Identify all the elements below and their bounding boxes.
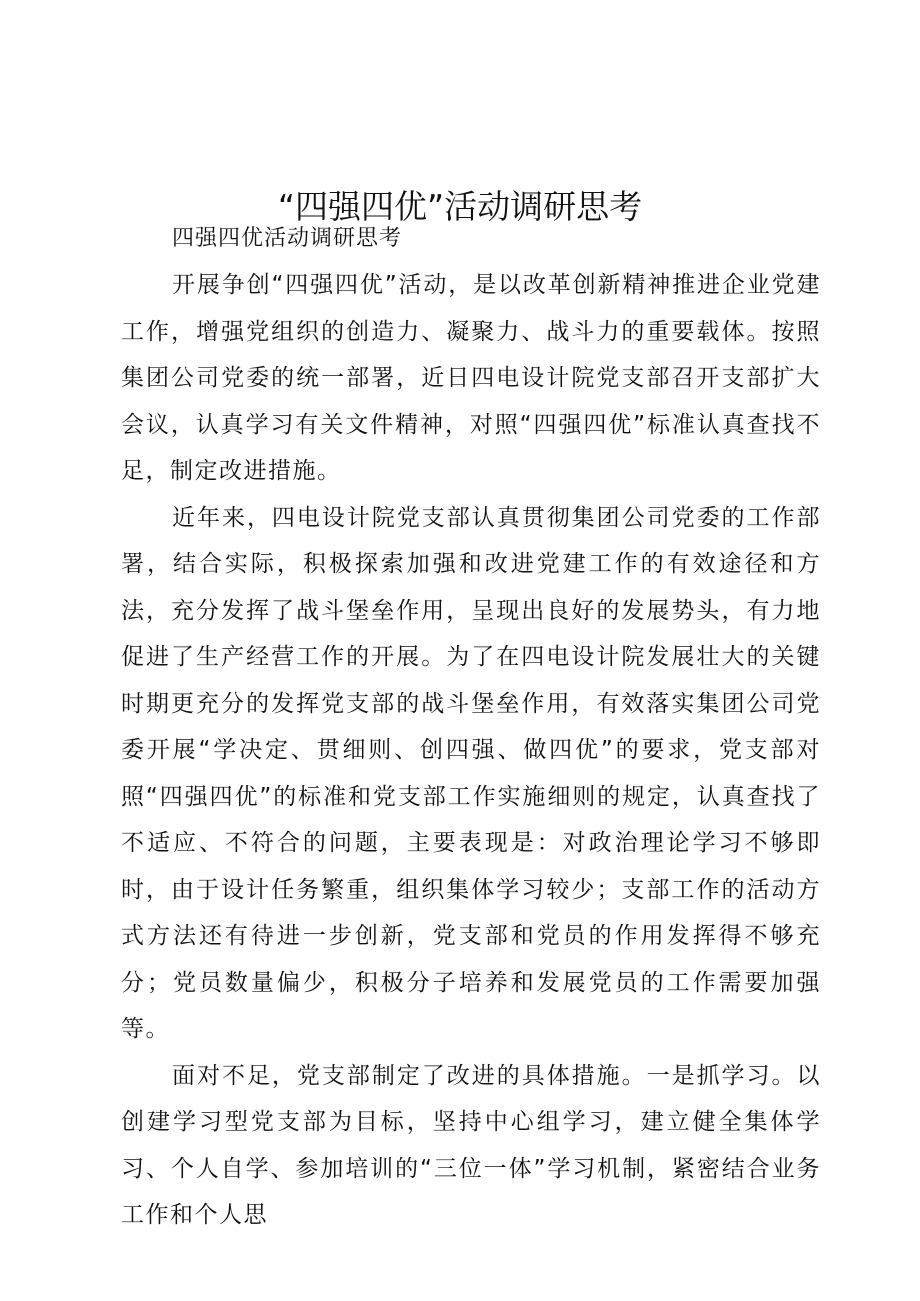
document-body bbox=[121, 216, 821, 1239]
paragraph-2: 近年来，四电设计院党支部认真贯彻集团公司党委的工作部署，结合实际，积极探索加强和改进党建工作的有效途径和方法，充分发挥了战斗堡垒作用，呈现出良好的发展势头，有力地促进了生产经营工作的开展。为了在四电设计院发展壮大的关键时期更充分的发挥党支部的战斗堡垒作用，有效落实集团公司党委开展“学决定、贯细则、创四强、做四优”的要求，党支部对照“四强四优”的标准和党支部工作实施细则的规定，认真查找了不适应、不符合的问题，主要表现是：对政治理论学习不够即时，由于设计任务繁重，组织集体学习较少；支部工作的活动方式方法还有待进一步创新，党支部和党员的作用发挥得不够充分；党员数量偏少，积极分子培养和发展党员的工作需要加强等。 bbox=[121, 504, 821, 1042]
document-subtitle: 四强四优活动调研思考 bbox=[172, 226, 403, 251]
paragraph-1: 开展争创“四强四优”活动，是以改革创新精神推进企业党建工作，增强党组织的创造力、凝聚力、战斗力的重要载体。按照集团公司党委的统一部署，近日四电设计院党支部召开支部扩大会议，认真学习有关文件精神，对照“四强四优”标准认真查找不足，制定改进措施。 bbox=[121, 272, 821, 484]
paragraph-3: 面对不足，党支部制定了改进的具体措施。一是抓学习。以创建学习型党支部为目标，坚持中心组学习，建立健全集体学习、个人自学、参加培训的“三位一体”学习机制，紧密结合业务工作和个人思 bbox=[121, 1062, 821, 1228]
document-title: “四强四优”活动调研思考 bbox=[277, 187, 643, 227]
